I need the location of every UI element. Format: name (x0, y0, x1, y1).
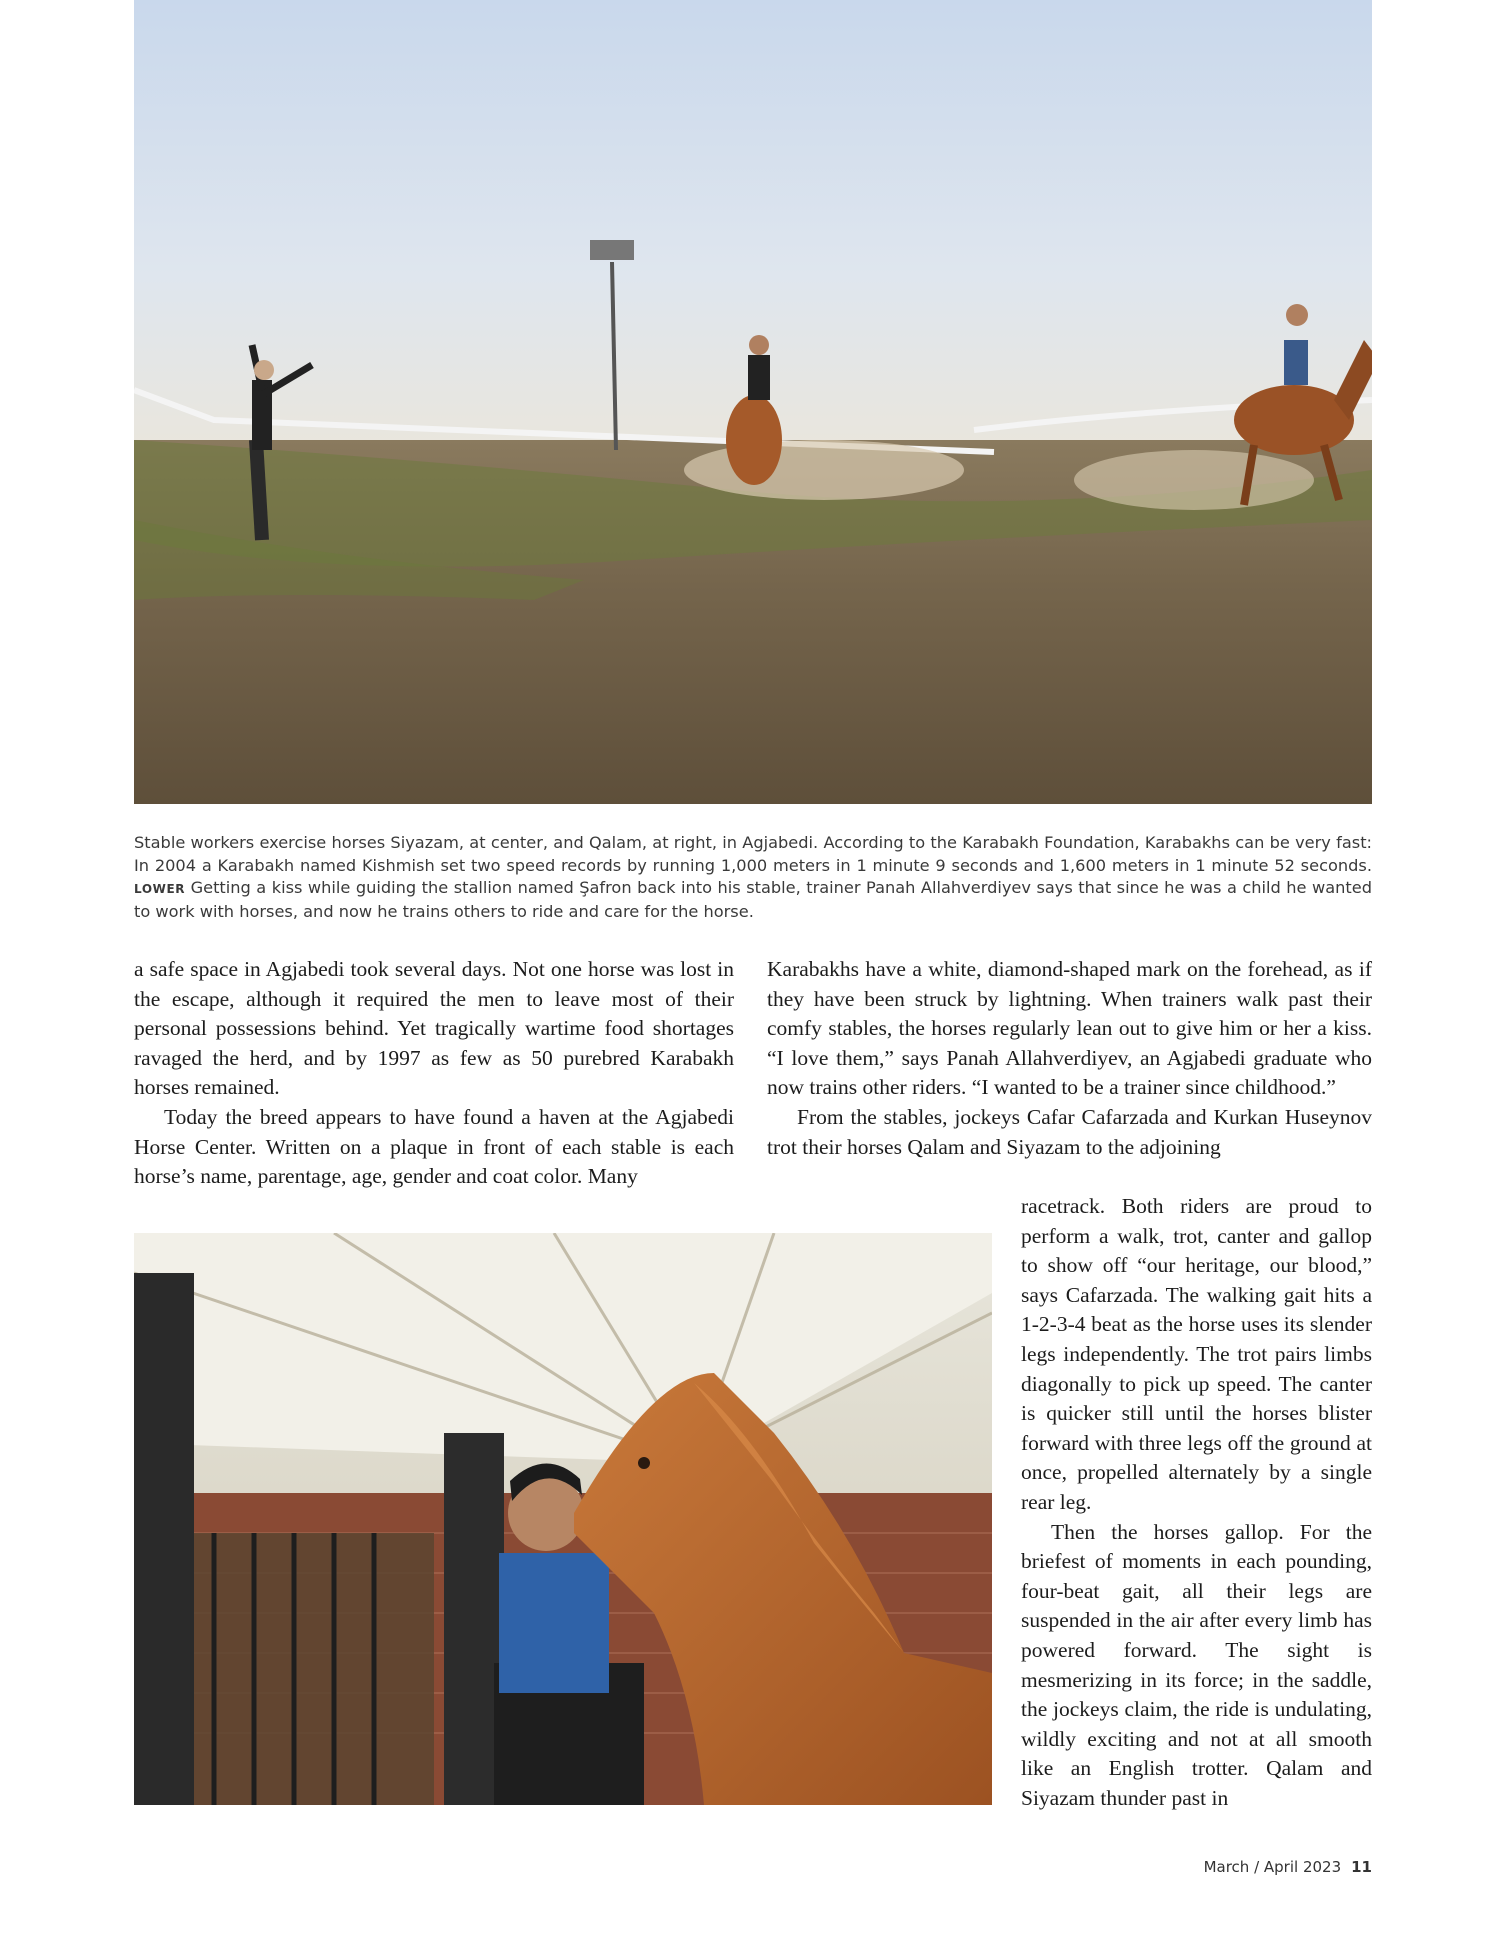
racetrack-photo (134, 0, 1372, 804)
page-footer (1204, 1858, 1372, 1876)
article-column-right-narrow (1021, 1192, 1372, 1813)
body-paragraph: From the stables, jockeys Cafar Cafarzada and Kurkan Huseynov trot their horses Qalam and Siyazam to the adjoining (767, 1104, 1372, 1159)
article-column-left (134, 955, 734, 1192)
caption-part2: Getting a kiss while guiding the stallion named Şafron back into his stable, trainer Panah Allahverdiyev says that since he was a child he wanted to work with horses, and now he trains others to ride and care for the horse. (134, 878, 1372, 921)
article-column-right (767, 955, 1372, 1162)
body-paragraph: Today the breed appears to have found a haven at the Agjabedi Horse Center. Written on a plaque in front of each stable is each horse’s name, parentage, age, gender and coat color. Many (134, 1104, 734, 1189)
body-paragraph-continued: racetrack. Both riders are proud to perform a walk, trot, canter and gallop to show off “our heritage, our blood,” says Cafarzada. The walking gait hits a 1-2-3-4 beat as the horse uses its slender legs independently. The trot pairs limbs diagonally to pick up speed. The canter is quicker still until the horses blister forward with three legs off the ground at once, propelled alternately by a single rear leg. (1021, 1194, 1372, 1514)
page-number: 11 (1351, 1858, 1372, 1876)
body-paragraph: Then the horses gallop. For the briefest of moments in each pounding, four-beat gait, all their legs are suspended in the air after every limb has powered forward. The sight is mesmerizing in its force; in the saddle, the jockeys claim, the ride is undulating, wildly exciting and not at all smooth like an English trotter. Qalam and Siyazam thunder past in (1021, 1519, 1372, 1810)
body-paragraph: Karabakhs have a white, diamond-shaped mark on the forehead, as if they have been struck by lightning. When trainers walk past their comfy stables, the horses regularly lean out to give him or her a kiss. “I love them,” says Panah Allahverdiyev, an Agjabedi graduate who now trains other riders. “I wanted to be a trainer since childhood.” (767, 957, 1372, 1100)
photo-caption (134, 832, 1372, 923)
stable-photo (134, 1233, 992, 1805)
issue-date: March / April 2023 (1203, 1858, 1342, 1876)
caption-lower-label: LOWER (134, 882, 186, 896)
caption-part1: Stable workers exercise horses Siyazam, at center, and Qalam, at right, in Agjabedi. According to the Karabakh Foundation, Karabakhs can be very fast: In 2004 a Karabakh named Kishmish set two speed records by running 1,000 meters in 1 minute 9 seconds and 1,600 meters in 1 minute 52 seconds. (134, 833, 1372, 875)
body-paragraph: a safe space in Agjabedi took several days. Not one horse was lost in the escape, although it required the men to leave most of their personal possessions behind. Yet tragically wartime food shortages ravaged the herd, and by 1997 as few as 50 purebred Karabakh horses remained. (134, 957, 734, 1100)
